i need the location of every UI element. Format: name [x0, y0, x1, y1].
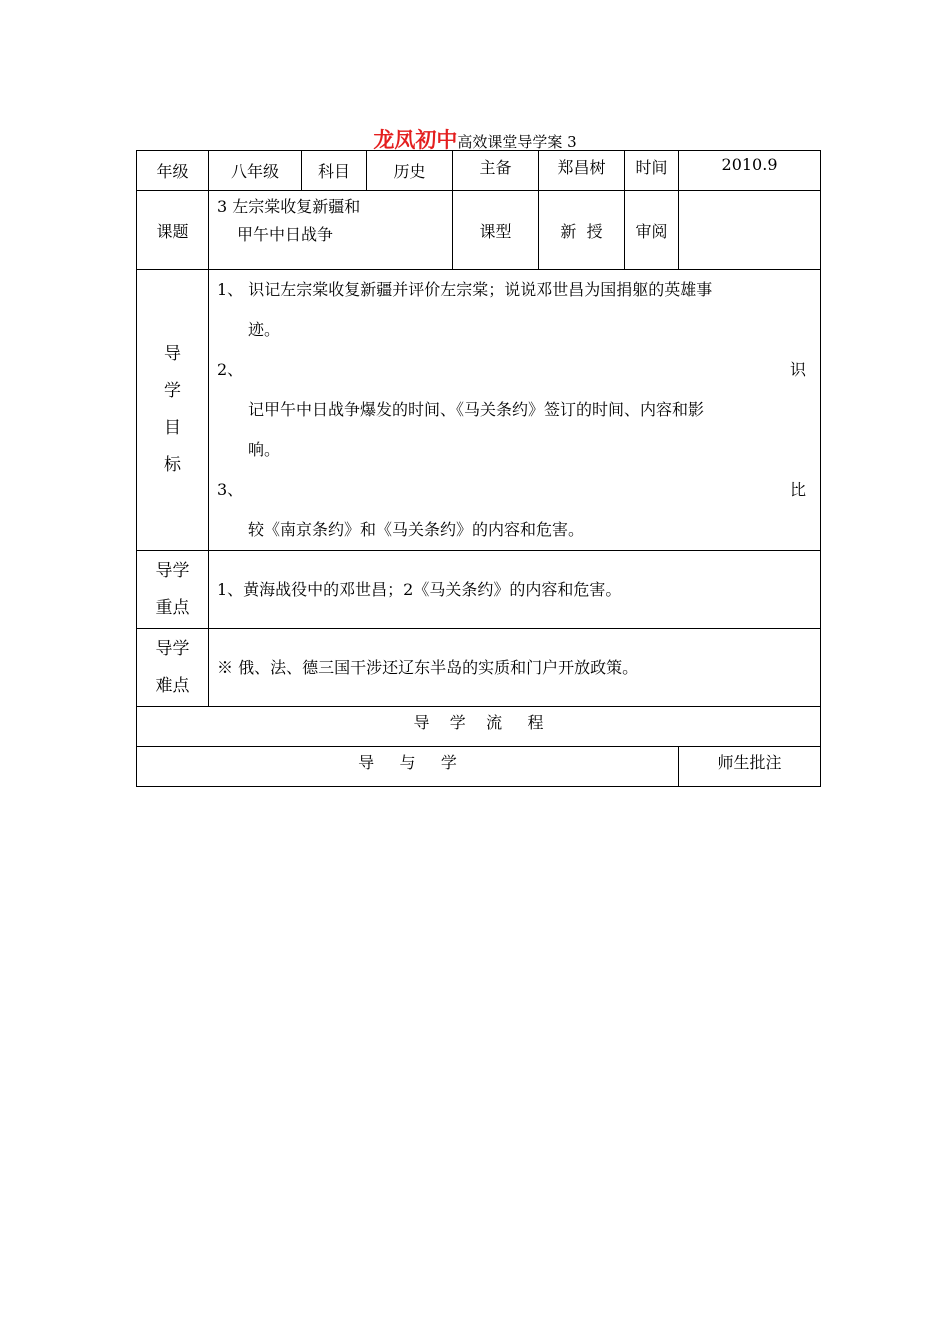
difficulties-label-line: 导学	[155, 638, 190, 659]
goals-label-char: 目	[164, 418, 181, 438]
difficulties-label	[137, 629, 209, 707]
goal-text-continued: 响。	[248, 440, 281, 459]
date-label: 时间	[625, 151, 679, 191]
difficulties-label-line: 难点	[155, 675, 190, 696]
goal-text: 识记左宗棠收复新疆并评价左宗棠；说说邓世昌为国捐躯的英雄事	[243, 280, 713, 299]
review-label: 审阅	[625, 191, 679, 270]
goals-row	[137, 270, 821, 551]
subject-value: 历史	[367, 151, 453, 191]
process-main-column: 导 与 学	[137, 747, 679, 787]
goal-item-3	[217, 470, 818, 510]
review-value	[679, 191, 821, 270]
subject-label: 科目	[302, 151, 367, 191]
goals-label-char: 学	[164, 381, 181, 401]
goal-text-continued: 记甲午中日战争爆发的时间、《马关条约》签订的时间、内容和影	[248, 400, 705, 419]
topic-label: 课题	[137, 191, 209, 270]
process-columns-row	[137, 747, 821, 787]
title-text: 高效课堂导学案 3	[457, 133, 577, 151]
goal-number: 3、	[217, 480, 244, 499]
key-points-label	[137, 551, 209, 629]
lesson-type-label: 课型	[453, 191, 539, 270]
goal-text-tail: 识	[790, 360, 807, 379]
topic-row	[137, 191, 821, 270]
process-heading-row	[137, 707, 821, 747]
lesson-plan-table	[136, 150, 821, 787]
grade-label: 年级	[137, 151, 209, 191]
goal-text-tail: 比	[790, 480, 807, 499]
difficulties-text: ※ 俄、法、德三国干涉还辽东半岛的实质和门户开放政策。	[209, 629, 821, 707]
grade-value: 八年级	[209, 151, 302, 191]
goal-number: 1、	[217, 280, 244, 299]
key-points-row	[137, 551, 821, 629]
goals-label	[137, 270, 209, 551]
key-points-label-line: 导学	[155, 560, 190, 581]
process-notes-column: 师生批注	[679, 747, 821, 787]
goal-item-1	[217, 270, 818, 310]
preparer-label: 主备	[453, 151, 539, 191]
difficulties-row	[137, 629, 821, 707]
process-heading: 导 学 流 程	[137, 707, 821, 747]
lesson-type-value: 新 授	[539, 191, 625, 270]
goals-content	[209, 270, 821, 551]
goal-item-2	[217, 350, 818, 390]
goals-label-char: 标	[164, 455, 181, 475]
key-points-text: 1、黄海战役中的邓世昌；2《马关条约》的内容和危害。	[209, 551, 821, 629]
topic-value	[209, 191, 453, 270]
header-row	[137, 151, 821, 191]
school-name: 龙凤初中	[373, 128, 458, 152]
date-value: 2010.9	[679, 151, 821, 191]
topic-line-1: 3 左宗棠收复新疆和	[217, 197, 361, 216]
topic-line-2: 甲午中日战争	[237, 225, 334, 244]
goals-label-char: 导	[164, 344, 181, 364]
goal-number: 2、	[217, 360, 244, 379]
goal-text-continued: 迹。	[248, 320, 281, 339]
preparer-value: 郑昌树	[539, 151, 625, 191]
goal-text-continued: 较《南京条约》和《马关条约》的内容和危害。	[248, 520, 585, 539]
key-points-label-line: 重点	[155, 597, 190, 618]
